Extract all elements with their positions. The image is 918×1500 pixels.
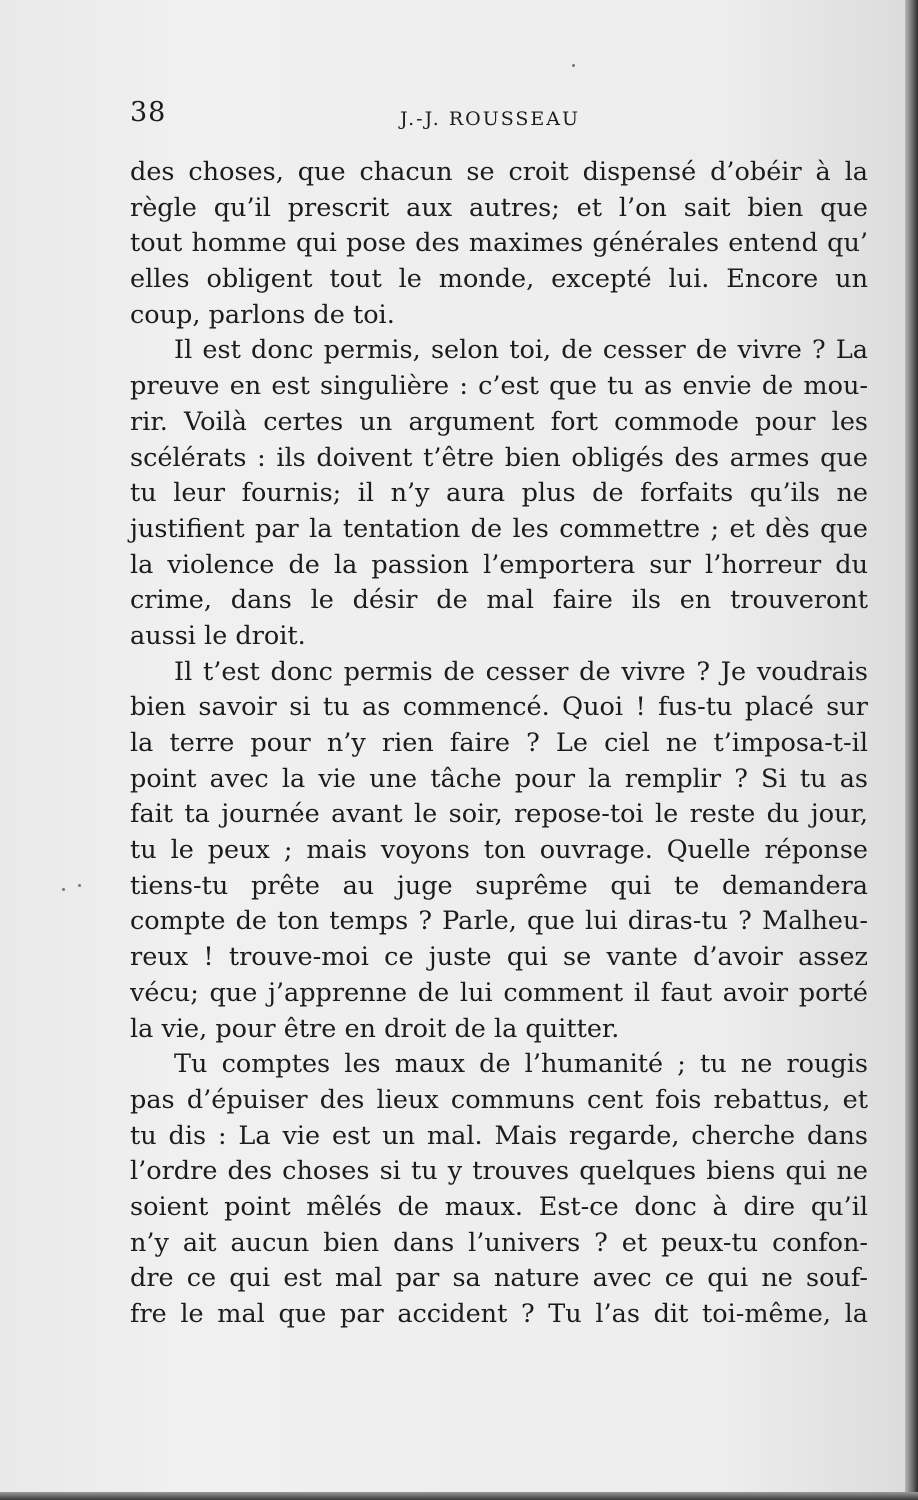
text-line: reux ! trouve-moi ce juste qui se vante d’avoir assez <box>130 942 868 973</box>
text-line: tout homme qui pose des maximes générales entend qu’ <box>130 228 868 259</box>
text-line: vécu; que j’apprenne de lui comment il faut avoir porté <box>130 977 868 1008</box>
text-line: point avec la vie une tâche pour la remplir ? Si tu as <box>130 763 868 794</box>
text-line: n’y ait aucun bien dans l’univers ? et peux-tu confon- <box>130 1227 868 1258</box>
text-line: tu dis : La vie est un mal. Mais regarde, cherche dans <box>130 1120 868 1151</box>
text-line: tu le peux ; mais voyons ton ouvrage. Quelle réponse <box>130 835 868 866</box>
text-line: des choses, que chacun se croit dispensé d’obéir à la <box>130 157 868 187</box>
text-line: crime, dans le désir de mal faire ils en trouveront <box>130 585 868 616</box>
print-speck <box>572 64 575 67</box>
text-line: preuve en est singulière : c’est que tu as envie de mou- <box>130 371 868 402</box>
text-line: aussi le droit. <box>130 620 306 651</box>
text-line: pas d’épuiser des lieux communs cent fois rebattus, et <box>130 1084 868 1115</box>
text-line: la terre pour n’y rien faire ? Le ciel ne t’imposa-t-il <box>130 728 868 758</box>
print-speck <box>62 888 65 891</box>
text-line: fre le mal que par accident ? Tu l’as dit toi-même, la <box>130 1299 868 1329</box>
paragraph-start-line: Il t’est donc permis de cesser de vivre ? Je voudrais <box>174 656 868 687</box>
text-line: fait ta journée avant le soir, repose-toi le reste du jour, <box>130 799 868 830</box>
text-line: bien savoir si tu as commencé. Quoi ! fus-tu placé sur <box>130 692 868 723</box>
page-number: 38 <box>130 97 167 128</box>
text-line: justifient par la tentation de les commettre ; et dès que <box>130 513 868 544</box>
text-line: tu leur fournis; il n’y aura plus de forfaits qu’ils ne <box>130 478 868 509</box>
page-spine-shadow <box>905 0 918 1500</box>
text-line: rir. Voilà certes un argument fort commode pour les <box>130 406 868 437</box>
text-line: soient point mêlés de maux. Est-ce donc à dire qu’il <box>130 1191 868 1222</box>
print-speck <box>78 884 81 887</box>
running-head <box>130 98 870 138</box>
text-line: scélérats : ils doivent t’être bien obligés des armes que <box>130 442 868 473</box>
body-text <box>130 155 868 1333</box>
paragraph-start-line: Il est donc permis, selon toi, de cesser de vivre ? La <box>174 335 868 366</box>
text-line: règle qu’il prescrit aux autres; et l’on sait bien que <box>130 192 868 223</box>
text-line: l’ordre des choses si tu y trouves quelques biens qui ne <box>130 1156 868 1187</box>
text-line: dre ce qui est mal par sa nature avec ce qui ne souf- <box>130 1263 868 1294</box>
text-line: la violence de la passion l’emportera sur l’horreur du <box>130 549 868 580</box>
text-line: coup, parlons de toi. <box>130 299 395 330</box>
page-bottom-edge <box>0 1492 918 1500</box>
text-line: tiens-tu prête au juge suprême qui te demandera <box>130 870 868 901</box>
paragraph-start-line: Tu comptes les maux de l’humanité ; tu ne rougis <box>174 1049 868 1080</box>
running-title: J.-J. ROUSSEAU <box>400 108 581 130</box>
text-line: elles obligent tout le monde, excepté lui. Encore un <box>130 264 868 295</box>
text-line: compte de ton temps ? Parle, que lui diras-tu ? Malheu- <box>130 906 868 937</box>
text-line: la vie, pour être en droit de la quitter. <box>130 1013 620 1044</box>
